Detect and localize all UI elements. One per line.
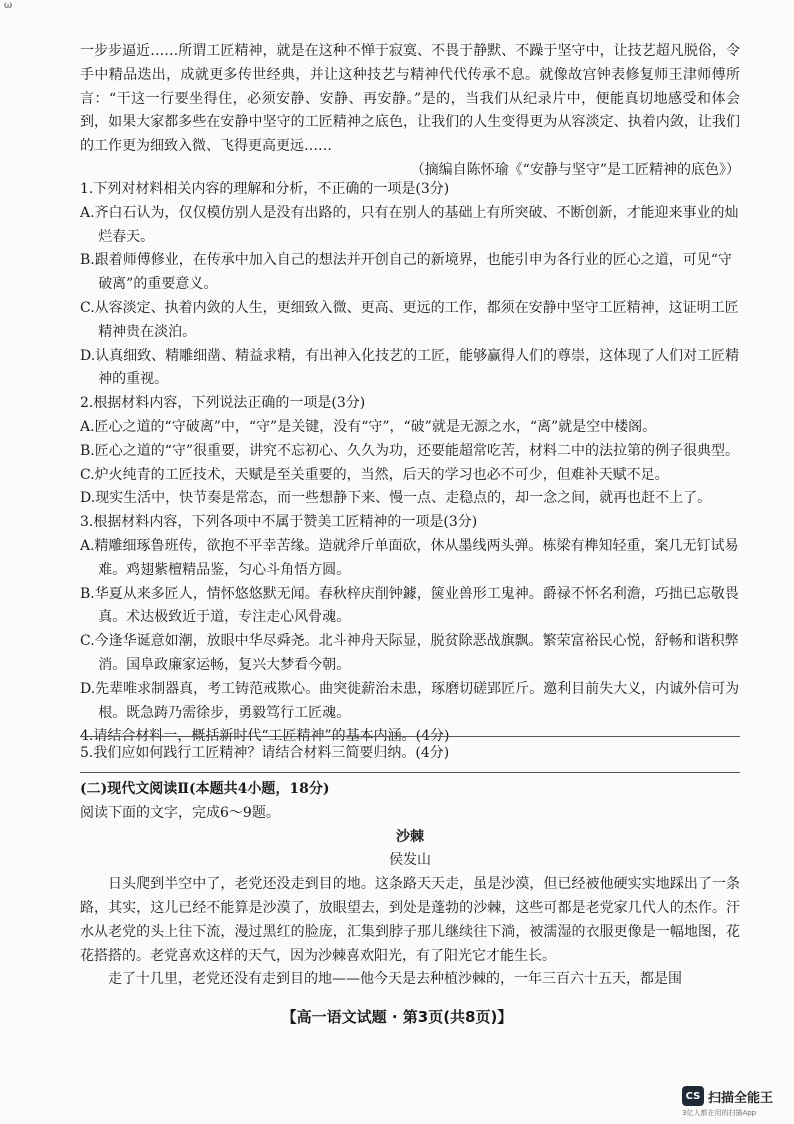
page-footer: 【高一语文试题 · 第3页(共8页)】: [281, 1008, 513, 1026]
scanner-logo-tagline: 3亿人都在用的扫描App: [682, 1109, 757, 1117]
passage-text: 一步步逼近……所谓工匠精神，就是在这种不惮于寂寞、不畏于静默、不躁于坚守中，让技艺超凡脱俗，令手中精品迭出，成就更多传世经典，并让这种技艺与精神代代传承不息。就像故宫钟表修复师王津师傅所言：“干这一行要坐得住，必须安静、安静、再安静。”是的，当我们从纪录片中，便能真切地感受和体会到，如果大家都多些在安静中坚守的工匠精神之底色，让我们的人生变得更为从容淡定、执着内敛，让我们的工作更为细致入微、飞得更高更远……: [80, 43, 740, 155]
section-2-instruction: 阅读下面的文字，完成6～9题。: [80, 804, 280, 821]
question-2-option-b: B.匠心之道的“守”很重要，讲究不忘初心、久久为功，还要能超常吃苦，材料二中的法拉第的例子很典型。: [80, 442, 740, 459]
question-3-option-a: A.精雕细琢鲁班传，欲抱不平幸苦缘。造就斧斤单面砍，休从墨线两头弹。栋梁有榫知轻重，案几无钉试易难。鸡翅紫檀精品鉴，匀心斗角悟方圆。: [80, 537, 739, 578]
question-3-option-c: C.今逢华诞意如潮，放眼中华尽舜尧。北斗神舟天际显，脱贫除恶战旗飘。繁荣富裕民心悦，舒畅和谐积弊消。国阜政廉家运畅，复兴大梦看今朝。: [80, 633, 739, 673]
passage-continuation: [80, 40, 740, 183]
question-5-block: [80, 742, 740, 766]
question-1-option-a: A.齐白石认为，仅仅模仿别人是没有出路的，只有在别人的基础上有所突破、不断创新，才能迎来事业的灿烂春天。: [80, 204, 739, 245]
question-1-option-c: C.从容淡定、执着内敛的人生，更细致入微、更高、更远的工作，都须在安静中坚守工匠精神，这证明工匠精神贵在淡泊。: [80, 299, 739, 340]
story-title: 沙棘: [396, 828, 424, 845]
passage-source: （摘编自陈怀瑜《“安静与坚守”是工匠精神的底色》）: [410, 161, 740, 178]
story-paragraph-1: 日头爬到半空中了，老党还没走到目的地。这条路天天走，虽是沙漠，但已经被他硬实实地踩出了一条路，其实，这儿已经不能算是沙漠了，放眼望去，到处是蓬勃的沙棘，这些可都是老党家几代人的杰作。汗水从老党的头上往下流，漫过黑红的脸庞，汇集到脖子那儿继续往下淌，被濡湿的衣服更像是一幅地图，花花搭搭的。老党喜欢这样的天气，因为沙棘喜欢阳光，有了阳光它才能生长。: [80, 876, 740, 964]
question-4-stem: 4.请结合材料一，概括新时代“工匠精神”的基本内涵。(4分): [80, 728, 450, 745]
question-3-option-b: B.华夏从来多匠人，情怀悠悠默无闻。春秋梓庆削钟鐻，箧业兽形工鬼神。爵禄不怀名利澹，巧拙已忘敬畏真。术达极致近于道，专注走心风骨魂。: [80, 585, 739, 626]
question-2-option-a: A.匠心之道的“守破离”中，“守”是关键，没有“守”，“破”就是无源之水，“离”就是空中楼阁。: [80, 418, 657, 435]
question-1-option-d: D.认真细致、精雕细凿、精益求精，有出神入化技艺的工匠，能够赢得人们的尊崇，这体现了人们对工匠精神的重视。: [80, 347, 740, 388]
question-5-stem: 5.我们应如何践行工匠精神？请结合材料三简要归纳。(4分): [80, 745, 450, 761]
question-2-stem: 2.根据材料内容，下列说法正确的一项是(3分): [80, 395, 366, 412]
story-paragraph-2: 走了十几里，老党还没有走到目的地——他今天是去种植沙棘的，一年三百六十五天，都是围: [108, 971, 682, 988]
question-3-stem: 3.根据材料内容，下列各项中不属于赞美工匠精神的一项是(3分): [80, 514, 478, 531]
question-1-stem: 1.下列对材料相关内容的理解和分析，不正确的一项是(3分): [80, 181, 450, 197]
story-author: 侯发山: [389, 852, 431, 869]
corner-mark: ω: [4, 0, 13, 11]
answer-line-q5: [80, 772, 740, 773]
scanner-logo: [682, 1086, 773, 1106]
answer-line-q4: [80, 736, 740, 737]
scanner-logo-icon: CS: [682, 1086, 704, 1106]
scanner-logo-name: 扫描全能王: [708, 1090, 774, 1106]
section-2-heading: (二)现代文阅读Ⅱ(本题共4小题，18分): [80, 781, 330, 797]
question-3-option-d: D.先辈唯求制器真，考工铸范戒欺心。曲突徙薪治未患，琢磨切磋郢匠斤。邀利目前失大义，内诚外信可为根。既急踌乃需徐步，勇毅笃行工匠魂。: [80, 680, 740, 721]
section-2: [80, 778, 740, 992]
question-2-option-c: C.炉火纯青的工匠技术，天赋是至关重要的，当然，后天的学习也必不可少，但难补天赋不足。: [80, 466, 669, 483]
question-2-option-d: D.现实生活中，快节奏是常态，而一些想静下来、慢一点、走稳点的，却一念之间，就再也赶不上了。: [80, 490, 712, 507]
questions-block: [80, 178, 740, 749]
question-1-option-b: B.跟着师傅修业，在传承中加入自己的想法并开创自己的新境界，也能引申为各行业的匠心之道，可见“守破离”的重要意义。: [80, 252, 732, 293]
